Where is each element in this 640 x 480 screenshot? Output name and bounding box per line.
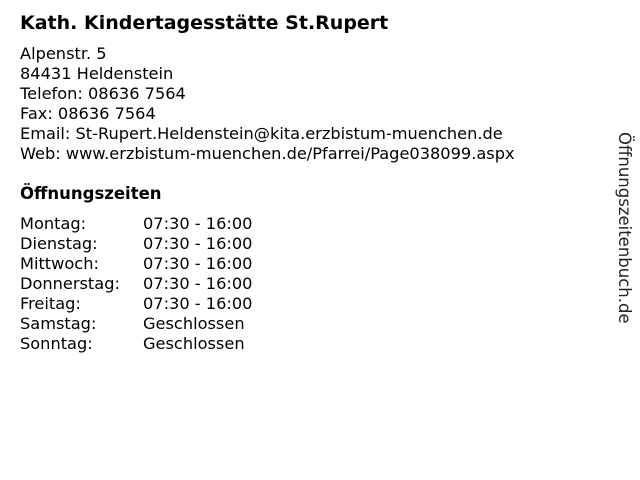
opening-hours-table bbox=[20, 214, 320, 354]
hours-row-saturday bbox=[20, 314, 320, 334]
hours-row-thursday bbox=[20, 274, 320, 294]
hours-row-sunday bbox=[20, 334, 320, 354]
address-street: Alpenstr. 5 bbox=[20, 44, 107, 63]
time-value: 07:30 - 16:00 bbox=[143, 274, 253, 293]
time-value: 07:30 - 16:00 bbox=[143, 254, 253, 273]
phone-line: Telefon: 08636 7564 bbox=[20, 84, 186, 103]
address-city: 84431 Heldenstein bbox=[20, 64, 174, 83]
opening-hours-heading: Öffnungszeiten bbox=[20, 184, 162, 203]
day-label: Freitag: bbox=[20, 294, 81, 313]
fax-line: Fax: 08636 7564 bbox=[20, 104, 156, 123]
time-value: Geschlossen bbox=[143, 314, 245, 333]
business-name: Kath. Kindertagesstätte St.Rupert bbox=[20, 12, 389, 34]
hours-row-tuesday bbox=[20, 234, 320, 254]
hours-row-friday bbox=[20, 294, 320, 314]
web-line: Web: www.erzbistum-muenchen.de/Pfarrei/Page038099.aspx bbox=[20, 144, 515, 163]
day-label: Montag: bbox=[20, 214, 87, 233]
time-value: 07:30 - 16:00 bbox=[143, 234, 253, 253]
time-value: 07:30 - 16:00 bbox=[143, 214, 253, 233]
day-label: Dienstag: bbox=[20, 234, 98, 253]
email-line: Email: St-Rupert.Heldenstein@kita.erzbistum-muenchen.de bbox=[20, 124, 503, 143]
day-label: Donnerstag: bbox=[20, 274, 120, 293]
day-label: Sonntag: bbox=[20, 334, 93, 353]
day-label: Mittwoch: bbox=[20, 254, 99, 273]
contact-block bbox=[20, 44, 515, 164]
time-value: 07:30 - 16:00 bbox=[143, 294, 253, 313]
time-value: Geschlossen bbox=[143, 334, 245, 353]
day-label: Samstag: bbox=[20, 314, 97, 333]
site-watermark: Öffnungszeitenbuch.de bbox=[615, 132, 634, 324]
hours-row-wednesday bbox=[20, 254, 320, 274]
hours-row-monday bbox=[20, 214, 320, 234]
